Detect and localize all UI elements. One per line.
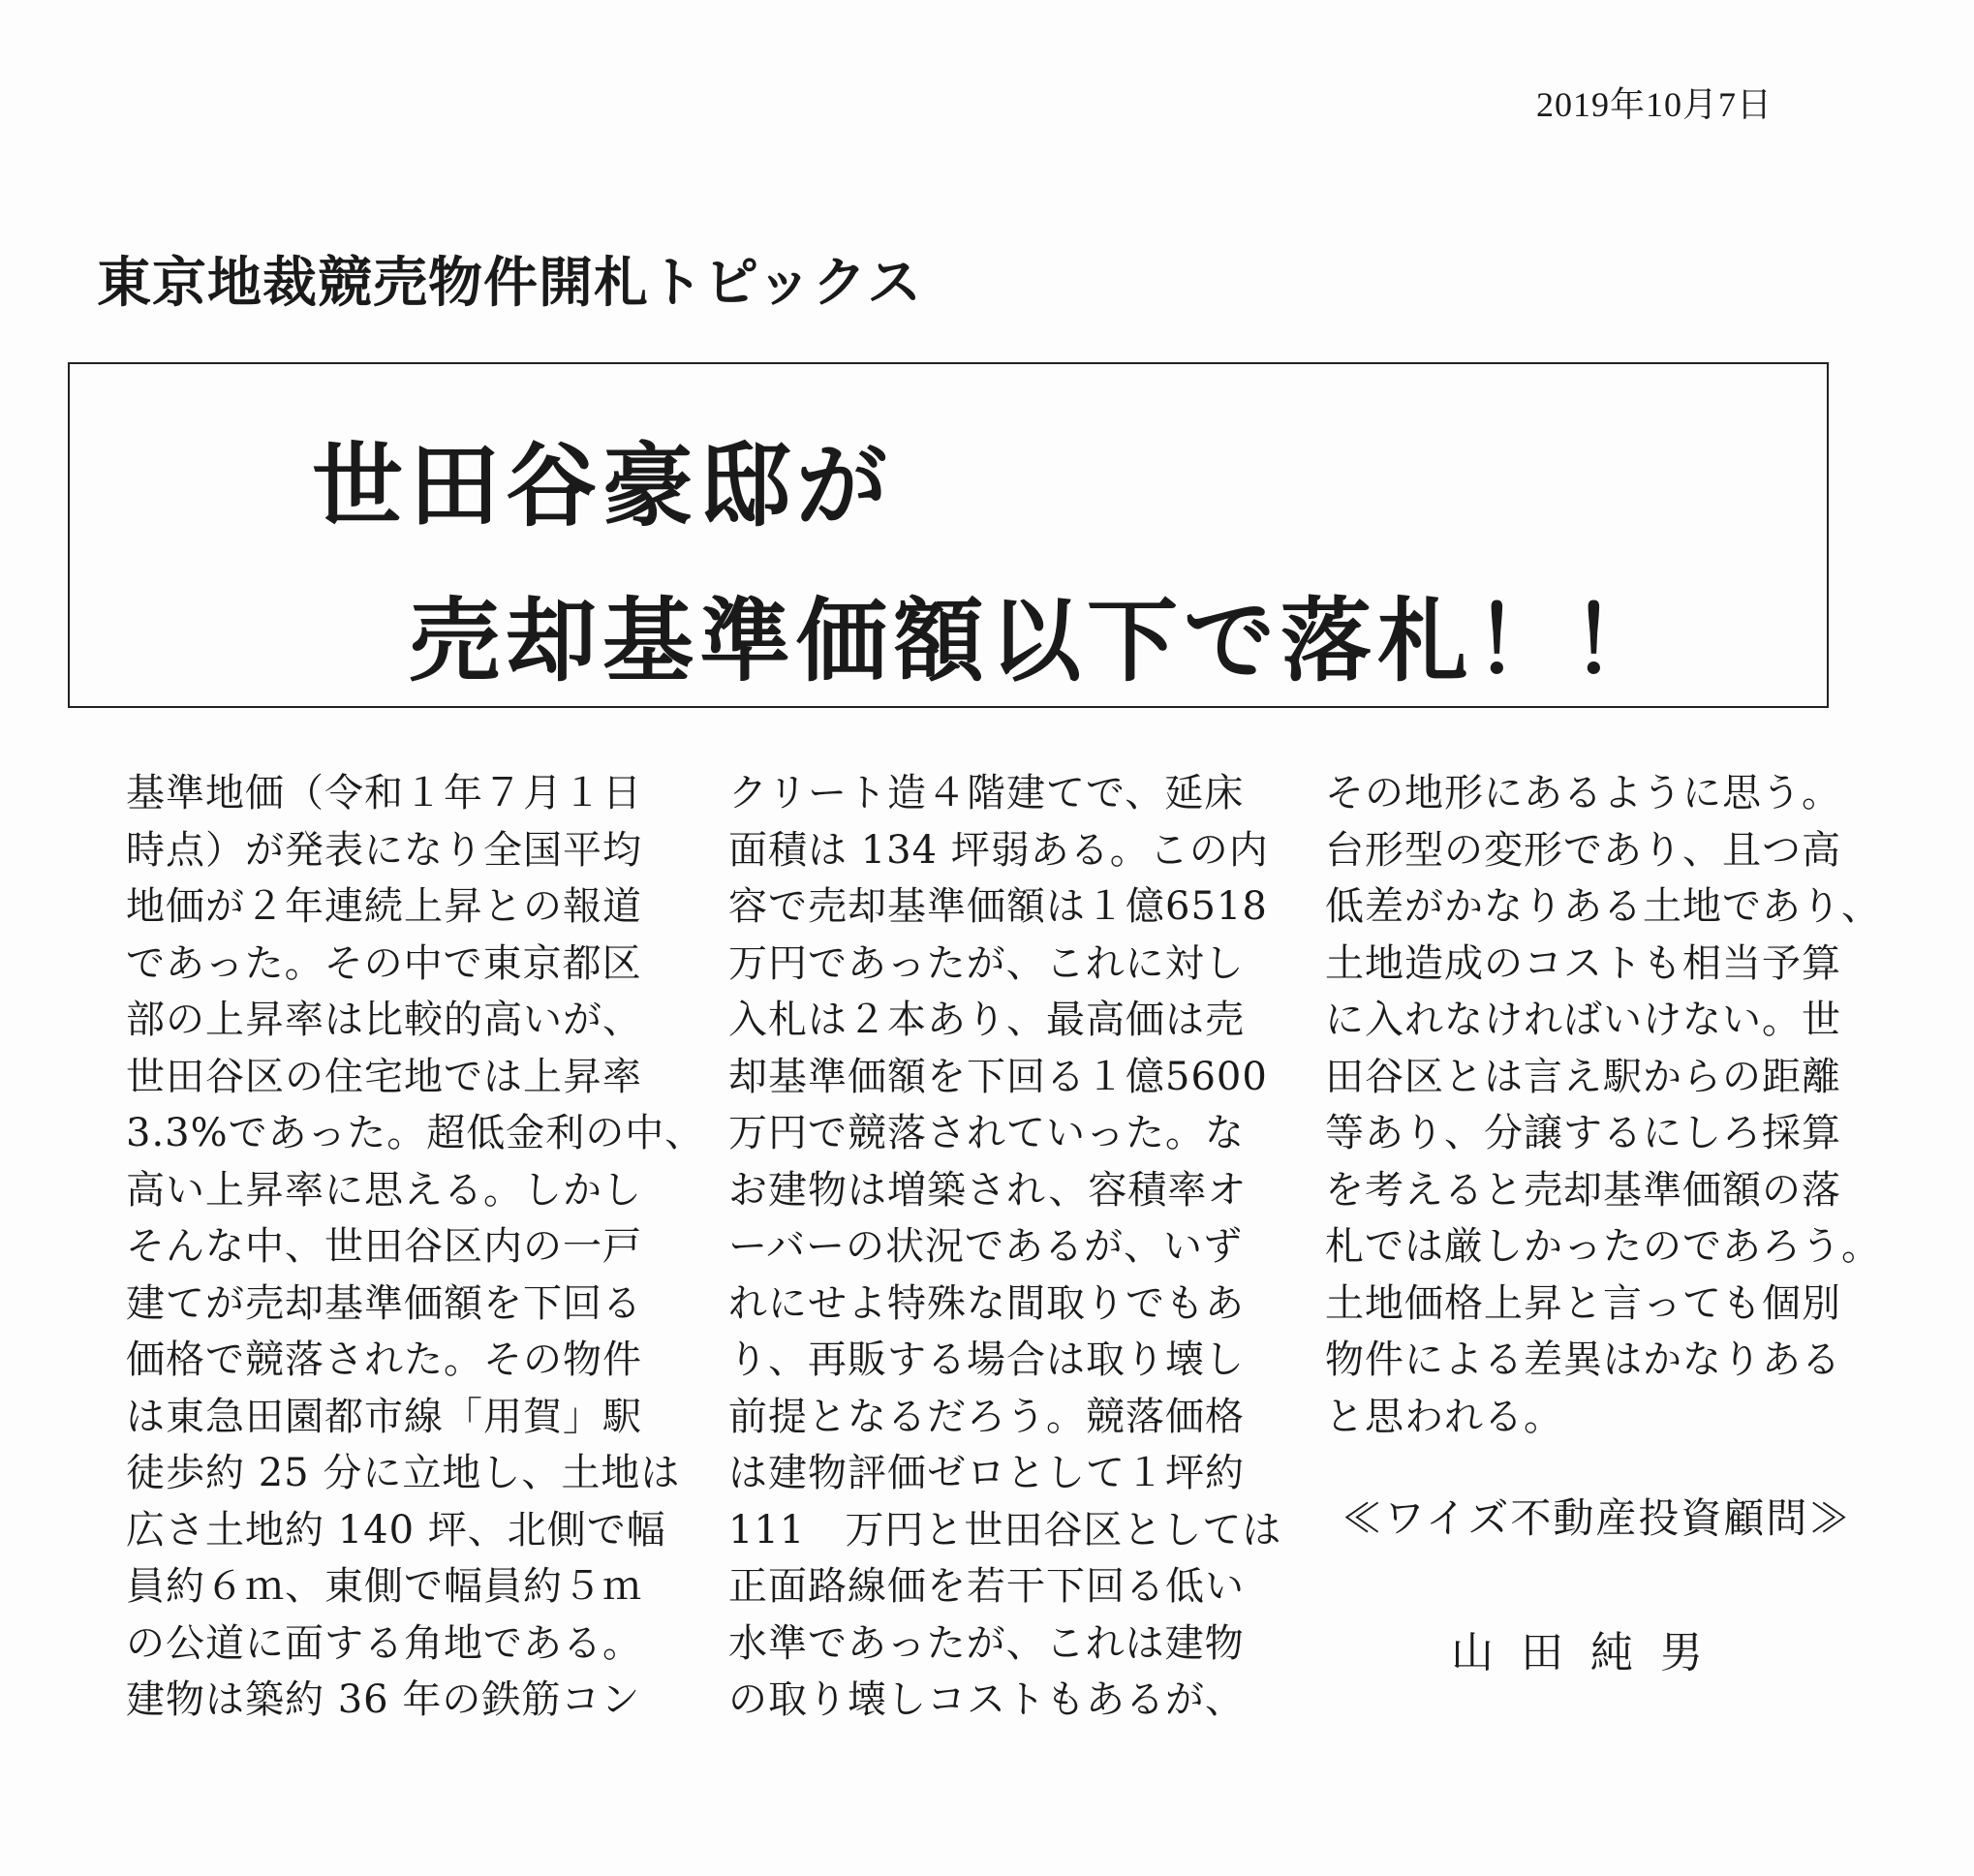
article-text-line: り、再販する場合は取り壊し (728, 1338, 1245, 1382)
article-text-line: に入れなければいけない。世 (1325, 998, 1841, 1042)
series-title: 東京地裁競売物件開札トピックス (97, 252, 923, 315)
article-text-line: 建物は築約 36 年の鉄筋コン (126, 1677, 641, 1722)
headline-box (68, 362, 1829, 708)
article-text-line: 万円であったが、これに対し (728, 940, 1245, 986)
headline-line-1: 世田谷豪邸が (312, 434, 894, 539)
article-text-line: 面積は 134 坪弱ある。この内 (728, 827, 1269, 873)
article-text-line: 111 万円と世田谷区としては (728, 1507, 1282, 1553)
article-date: 2019年10月7日 (1535, 85, 1773, 124)
article-text-line: 万円で競落されていった。な (728, 1111, 1245, 1155)
article-text-line: 基準地価（令和１年７月１日 (126, 771, 642, 815)
article-text-line: 価格で競落された。その物件 (126, 1338, 642, 1382)
article-text-line: 正面路線価を若干下回る低い (728, 1564, 1245, 1609)
article-text-line: 世田谷区の住宅地では上昇率 (126, 1054, 642, 1099)
article-text-line: 3.3%であった。超低金利の中、 (126, 1111, 705, 1155)
article-text-line: の公道に面する角地である。 (126, 1620, 642, 1666)
article-text-line: クリート造４階建てで、延床 (728, 771, 1245, 815)
article-text-line: 物件による差異はかなりある (1325, 1338, 1841, 1382)
article-text-line: 却基準価額を下回る１億5600 (728, 1054, 1268, 1099)
article-text-line: 容で売却基準価額は１億6518 (728, 884, 1268, 929)
article-text-line: 建てが売却基準価額を下回る (126, 1280, 642, 1326)
article-text-line: は東急田園都市線「用賀」駅 (126, 1394, 642, 1439)
article-text-line: 水準であったが、これは建物 (728, 1620, 1245, 1666)
article-text-line: 時点）が発表になり全国平均 (126, 827, 642, 873)
article-text-line: 広さ土地約 140 坪、北側で幅 (126, 1507, 666, 1553)
article-text-line: 台形型の変形であり、且つ高 (1325, 827, 1841, 873)
article-text-line: 前提となるだろう。競落価格 (728, 1394, 1245, 1439)
article-text-line: 徒歩約 25 分に立地し、土地は (126, 1451, 681, 1495)
article-text-line: お建物は増築され、容積率オ (728, 1167, 1248, 1213)
article-text-line: を考えると売却基準価額の落 (1325, 1167, 1841, 1213)
article-text-line: 高い上昇率に思える。しかし (126, 1167, 642, 1213)
article-column-3 (1325, 765, 1881, 1445)
article-text-line: 員約６ｍ、東側で幅員約５ｍ (126, 1564, 642, 1609)
article-text-line: 等あり、分譲するにしろ採算 (1325, 1111, 1841, 1155)
article-column-2 (728, 765, 1282, 1729)
article-text-line: 入札は２本あり、最高価は売 (728, 998, 1245, 1042)
article-text-line: 土地価格上昇と言っても個別 (1325, 1280, 1841, 1326)
article-column-1 (126, 765, 705, 1729)
article-text-line: 土地造成のコストも相当予算 (1325, 940, 1841, 986)
company-name: ≪ワイズ不動産投資顧問≫ (1342, 1494, 1852, 1542)
article-text-line: であった。その中で東京都区 (126, 940, 642, 986)
article-text-line: その地形にあるように思う。 (1325, 771, 1841, 815)
article-text-line: 部の上昇率は比較的高いが、 (126, 998, 642, 1042)
article-text-line: 札では厳しかったのであろう。 (1325, 1224, 1881, 1269)
article-text-line: と思われる。 (1325, 1394, 1563, 1439)
article-text-line: そんな中、世田谷区内の一戸 (126, 1224, 642, 1269)
headline-line-2: 売却基準価額以下で落札！！ (409, 589, 1669, 694)
article-text-line: 低差がかなりある土地であり、 (1325, 884, 1881, 929)
author-name: 山田純男 (1451, 1628, 1730, 1677)
article-text-line: 田谷区とは言え駅からの距離 (1325, 1054, 1841, 1099)
article-text-line: の取り壊しコストもあるが、 (728, 1677, 1245, 1722)
article-text-line: は建物評価ゼロとして１坪約 (728, 1451, 1245, 1495)
article-text-line: 地価が２年連続上昇との報道 (126, 884, 642, 929)
article-text-line: れにせよ特殊な間取りでもあ (728, 1280, 1245, 1326)
article-text-line: ーバーの状況であるが、いず (728, 1224, 1243, 1269)
